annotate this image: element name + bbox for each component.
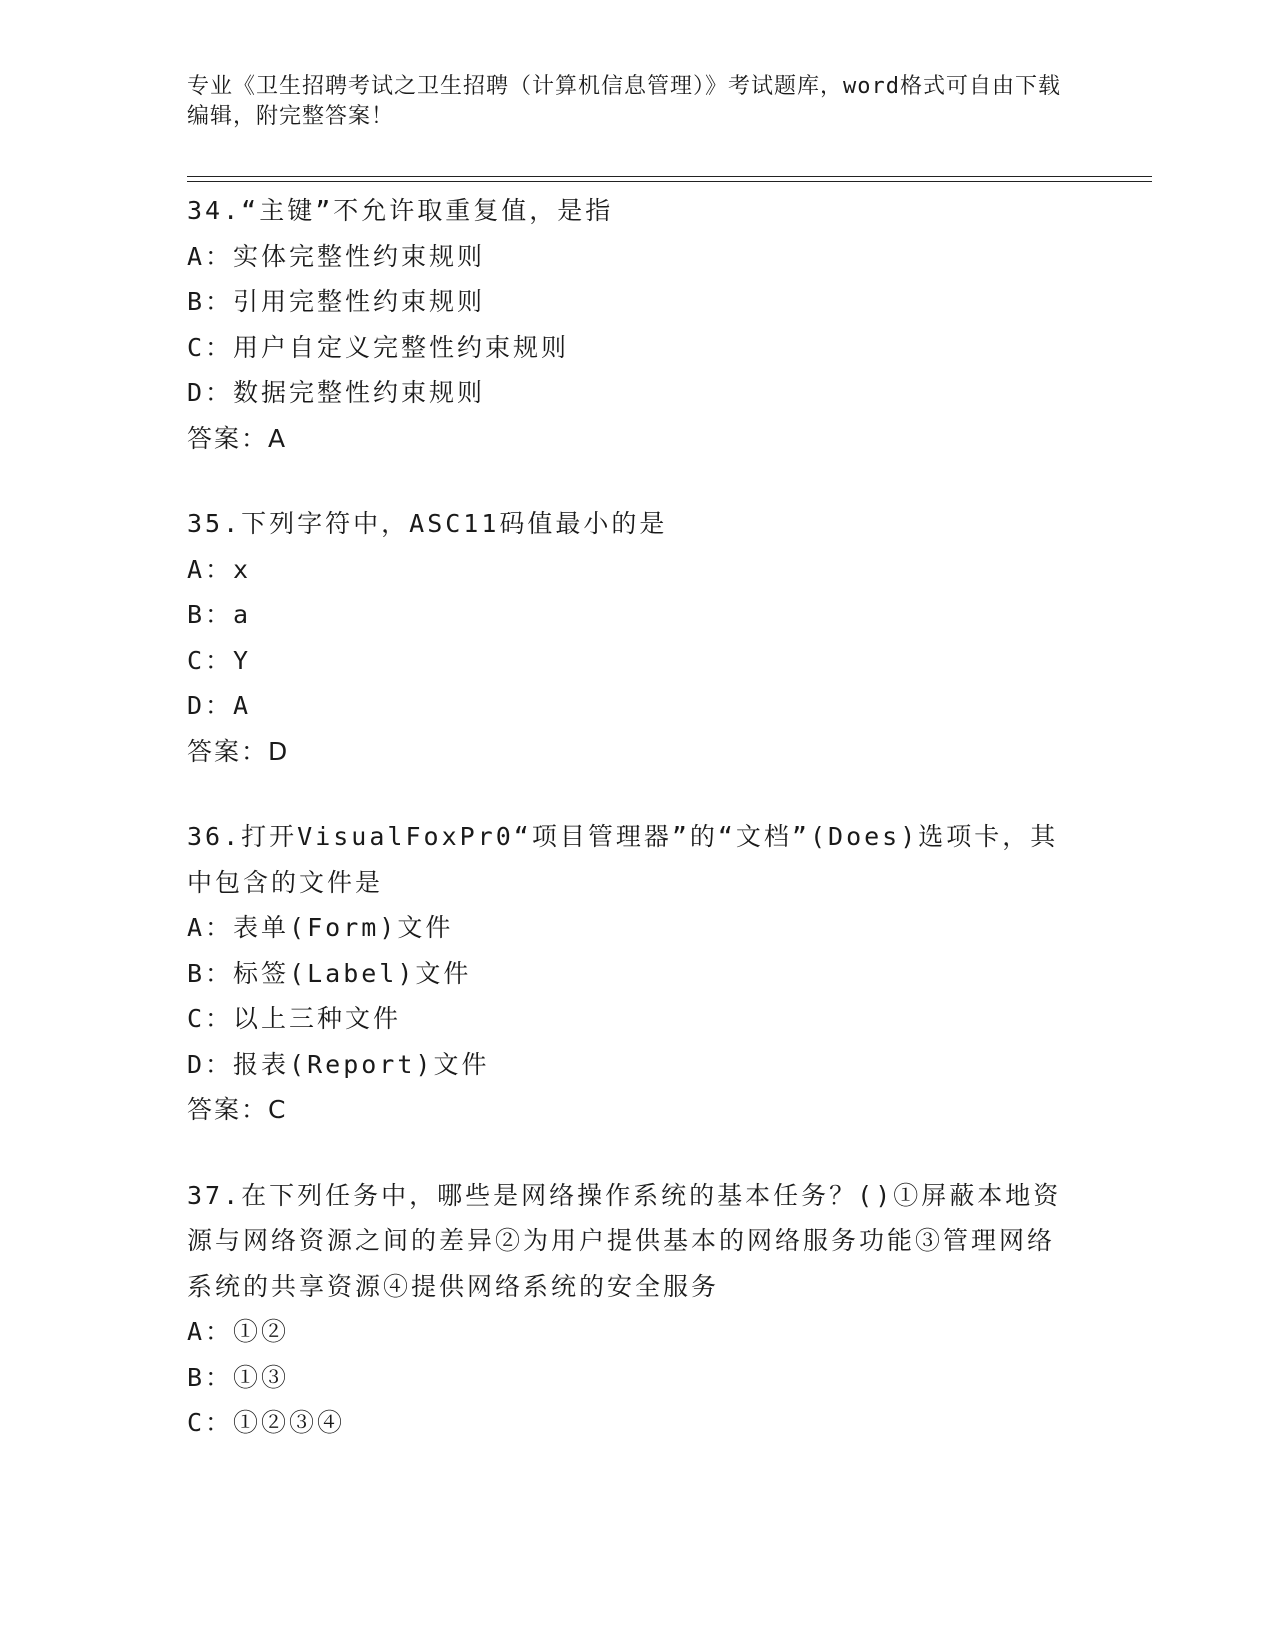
question-list [187, 188, 1087, 1486]
question-36 [187, 814, 1087, 1133]
option-c: C：Y [187, 645, 252, 675]
question-stem: 36.打开VisualFoxPr0“项目管理器”的“文档”(Does)选项卡，其中包含的文件是 [187, 822, 1059, 897]
answer-label: 答案：A [187, 423, 288, 453]
document-header: 专业《卫生招聘考试之卫生招聘（计算机信息管理）》考试题库，word格式可自由下载编辑，附完整答案！ [187, 74, 1061, 129]
option-c: C：用户自定义完整性约束规则 [187, 332, 570, 362]
question-stem: 37.在下列任务中，哪些是网络操作系统的基本任务？()①屏蔽本地资源与网络资源之间的差异②为用户提供基本的网络服务功能③管理网络系统的共享资源④提供网络系统的安全服务 [187, 1180, 1062, 1301]
question-35 [187, 501, 1087, 774]
option-a: A：x [187, 554, 252, 584]
option-d: D：A [187, 691, 252, 720]
option-d: D：报表(Report)文件 [187, 1049, 490, 1079]
option-b: B：①③ [187, 1362, 290, 1392]
option-b: B：引用完整性约束规则 [187, 287, 486, 316]
answer-label: 答案：C [187, 1095, 288, 1124]
option-b: B：a [187, 600, 252, 629]
question-34 [187, 188, 1087, 461]
question-stem: 34.“主键”不允许取重复值，是指 [187, 196, 614, 225]
question-37 [187, 1173, 1087, 1446]
option-d: D：数据完整性约束规则 [187, 378, 486, 407]
option-a: A：表单(Form)文件 [187, 913, 454, 942]
question-stem: 35.下列字符中，ASC11码值最小的是 [187, 509, 668, 538]
header-divider-top [187, 176, 1152, 177]
option-c: C：①②③④ [187, 1408, 346, 1437]
header-divider-bottom [187, 181, 1152, 182]
option-c: C：以上三种文件 [187, 1004, 402, 1033]
option-a: A：①② [187, 1317, 290, 1346]
option-a: A：实体完整性约束规则 [187, 241, 486, 271]
answer-label: 答案：D [187, 736, 290, 766]
option-b: B：标签(Label)文件 [187, 958, 472, 988]
